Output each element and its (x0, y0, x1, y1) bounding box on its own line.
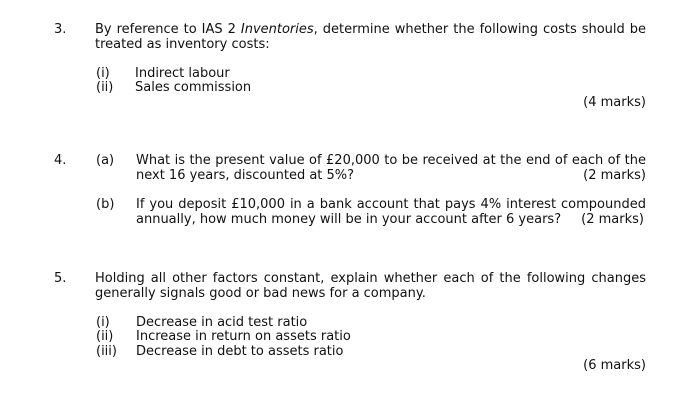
item-label: (ii) (96, 329, 114, 344)
question-number: 4. (54, 153, 67, 168)
item-label: (i) (96, 315, 110, 330)
part-line: next 16 years, discounted at 5%? (136, 168, 355, 183)
marks: (2 marks) (583, 168, 646, 183)
part-line: If you deposit £10,000 in a bank account that pays 4% interest compounded (136, 197, 646, 212)
item-label: (ii) (96, 80, 114, 95)
item-text: Sales commission (135, 80, 252, 95)
item-text: Decrease in acid test ratio (136, 315, 308, 330)
question-prompt-line: Holding all other factors constant, explain whether each of the following changes (95, 271, 646, 286)
item-label: (iii) (96, 344, 117, 359)
item-text: Increase in return on assets ratio (136, 329, 351, 344)
question-prompt-line: treated as inventory costs: (95, 37, 270, 52)
question-number: 5. (54, 271, 67, 286)
part-label: (a) (96, 153, 115, 168)
part-line: What is the present value of £20,000 to be received at the end of each of the (136, 153, 646, 168)
item-text: Indirect labour (135, 66, 230, 81)
question-prompt-line: By reference to IAS 2 Inventories, determine whether the following costs should be (95, 22, 646, 37)
marks: (6 marks) (583, 358, 646, 373)
marks: (4 marks) (583, 95, 646, 110)
part-label: (b) (96, 197, 115, 212)
question-number: 3. (54, 22, 67, 37)
item-text: Decrease in debt to assets ratio (136, 344, 344, 359)
part-line: annually, how much money will be in your account after 6 years? (136, 212, 562, 227)
item-label: (i) (96, 66, 110, 81)
question-prompt-line: generally signals good or bad news for a company. (95, 286, 426, 301)
marks: (2 marks) (581, 212, 644, 227)
